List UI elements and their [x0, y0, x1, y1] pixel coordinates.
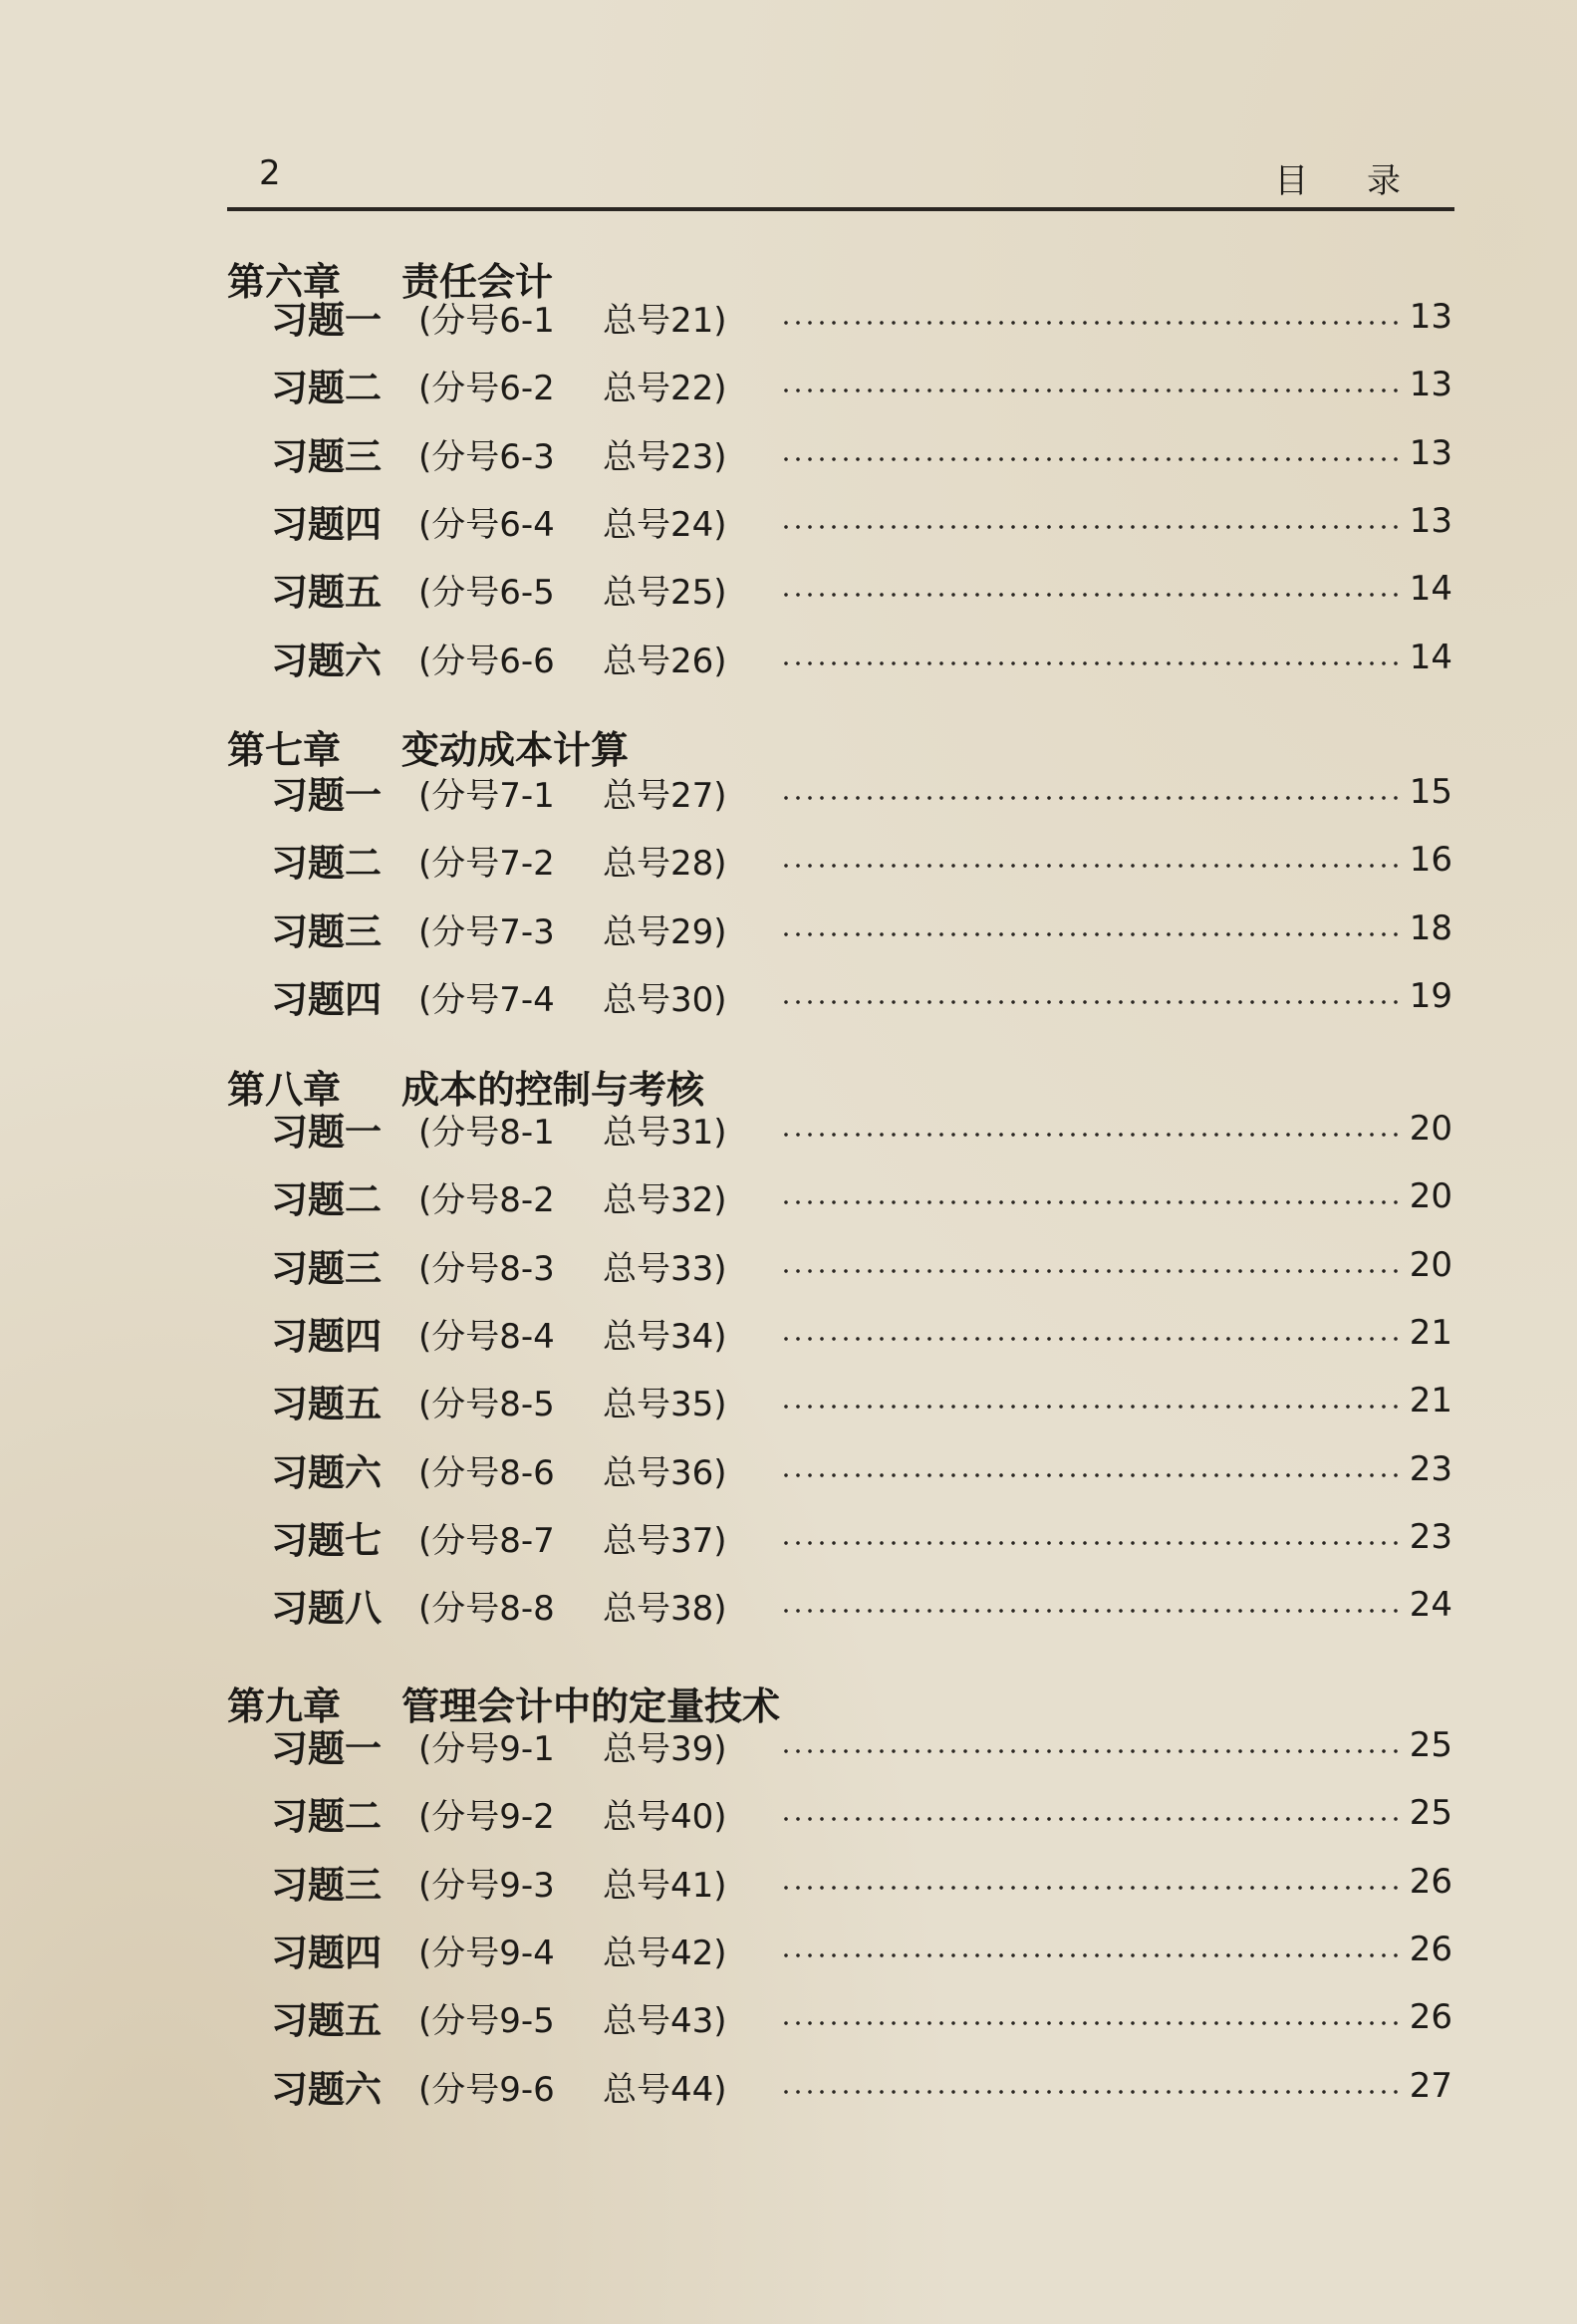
- sub-number: (分号8-5: [418, 1384, 555, 1424]
- total-number: 总号38): [603, 1588, 727, 1629]
- exercise-label: 习题一: [271, 774, 382, 817]
- toc-entry: [271, 360, 1452, 409]
- sub-number: (分号8-3: [418, 1248, 555, 1289]
- exercise-label: 习题五: [271, 1999, 382, 2042]
- sub-number: (分号7-4: [418, 979, 555, 1020]
- dot-leader: [780, 1133, 1401, 1137]
- chapter-number: 第九章: [227, 1684, 342, 1728]
- dot-leader: [780, 2021, 1401, 2025]
- dot-leader: [780, 1817, 1401, 1821]
- page-ref: 25: [1409, 1793, 1452, 1833]
- total-number: 总号28): [603, 843, 727, 884]
- page-ref: 21: [1409, 1313, 1452, 1353]
- sub-number: (分号7-2: [418, 843, 555, 884]
- total-number: 总号21): [603, 300, 727, 341]
- total-number: 总号32): [603, 1179, 727, 1220]
- page-ref: 18: [1409, 908, 1452, 948]
- toc-entry: [271, 1512, 1452, 1562]
- sub-number: (分号6-2: [418, 368, 555, 408]
- total-number: 总号44): [603, 2069, 727, 2110]
- total-number: 总号41): [603, 1865, 727, 1906]
- total-number: 总号25): [603, 572, 727, 613]
- dot-leader: [780, 1953, 1401, 1957]
- chapter-title: 管理会计中的定量技术: [401, 1684, 781, 1728]
- header-title: 目 录: [1274, 161, 1425, 201]
- exercise-label: 习题二: [271, 842, 382, 885]
- dot-leader: [780, 321, 1401, 325]
- sub-number: (分号6-1: [418, 300, 555, 341]
- sub-number: (分号9-3: [418, 1865, 555, 1906]
- page-ref: 24: [1409, 1585, 1452, 1625]
- chapter-title: 责任会计: [401, 260, 554, 304]
- exercise-label: 习题二: [271, 1795, 382, 1838]
- exercise-label: 习题三: [271, 910, 382, 953]
- chapter-number: 第六章: [227, 260, 342, 304]
- dot-leader: [780, 1000, 1401, 1004]
- dot-leader: [780, 661, 1401, 665]
- total-number: 总号31): [603, 1112, 727, 1153]
- total-number: 总号27): [603, 775, 727, 816]
- sub-number: (分号9-2: [418, 1796, 555, 1837]
- toc-entry: [271, 1580, 1452, 1630]
- chapter-number: 第八章: [227, 1068, 342, 1112]
- dot-leader: [780, 593, 1401, 597]
- toc-entry: [271, 1857, 1452, 1907]
- total-number: 总号34): [603, 1316, 727, 1357]
- page-header: [227, 149, 1454, 211]
- total-number: 总号26): [603, 641, 727, 681]
- sub-number: (分号6-4: [418, 504, 555, 545]
- dot-leader: [780, 1337, 1401, 1341]
- toc-entry: [271, 564, 1452, 614]
- sub-number: (分号9-4: [418, 1933, 555, 1973]
- exercise-label: 习题四: [271, 503, 382, 546]
- toc-entry: [271, 2061, 1452, 2111]
- sub-number: (分号6-5: [418, 572, 555, 613]
- exercise-label: 习题六: [271, 2068, 382, 2111]
- dot-leader: [780, 932, 1401, 936]
- sub-number: (分号9-5: [418, 2000, 555, 2041]
- chapter-title: 成本的控制与考核: [401, 1068, 705, 1112]
- toc-entry: [271, 1925, 1452, 1974]
- dot-leader: [780, 388, 1401, 392]
- dot-leader: [780, 1749, 1401, 1753]
- sub-number: (分号6-6: [418, 641, 555, 681]
- page-ref: 13: [1409, 297, 1452, 337]
- dot-leader: [780, 796, 1401, 800]
- toc-entry: [271, 1308, 1452, 1358]
- page-ref: 13: [1409, 365, 1452, 404]
- toc-entry: [271, 1376, 1452, 1425]
- page-ref: 27: [1409, 2066, 1452, 2106]
- total-number: 总号37): [603, 1520, 727, 1561]
- exercise-label: 习题五: [271, 571, 382, 614]
- dot-leader: [780, 1269, 1401, 1273]
- page-ref: 16: [1409, 840, 1452, 880]
- sub-number: (分号8-1: [418, 1112, 555, 1153]
- dot-leader: [780, 525, 1401, 529]
- total-number: 总号23): [603, 436, 727, 477]
- toc-entry: [271, 496, 1452, 546]
- page-ref: 20: [1409, 1109, 1452, 1149]
- toc-entry: [271, 1104, 1452, 1154]
- exercise-label: 习题三: [271, 1864, 382, 1907]
- exercise-label: 习题四: [271, 978, 382, 1021]
- page-ref: 26: [1409, 1930, 1452, 1969]
- exercise-label: 习题一: [271, 299, 382, 342]
- sub-number: (分号7-1: [418, 775, 555, 816]
- page-ref: 26: [1409, 1862, 1452, 1902]
- dot-leader: [780, 1609, 1401, 1613]
- exercise-label: 习题五: [271, 1383, 382, 1425]
- total-number: 总号36): [603, 1452, 727, 1493]
- page-ref: 25: [1409, 1725, 1452, 1765]
- sub-number: (分号8-8: [418, 1588, 555, 1629]
- sub-number: (分号9-1: [418, 1728, 555, 1769]
- toc-entry: [271, 971, 1452, 1021]
- toc-entry: [271, 1992, 1452, 2042]
- dot-leader: [780, 1541, 1401, 1545]
- toc-entry: [271, 1171, 1452, 1221]
- total-number: 总号33): [603, 1248, 727, 1289]
- total-number: 总号22): [603, 368, 727, 408]
- dot-leader: [780, 1473, 1401, 1477]
- total-number: 总号40): [603, 1796, 727, 1837]
- total-number: 总号24): [603, 504, 727, 545]
- total-number: 总号35): [603, 1384, 727, 1424]
- dot-leader: [780, 1405, 1401, 1409]
- toc-entry: [271, 292, 1452, 342]
- total-number: 总号29): [603, 911, 727, 952]
- exercise-label: 习题六: [271, 640, 382, 682]
- page-ref: 21: [1409, 1381, 1452, 1420]
- exercise-label: 习题三: [271, 1247, 382, 1290]
- total-number: 总号43): [603, 2000, 727, 2041]
- sub-number: (分号8-7: [418, 1520, 555, 1561]
- exercise-label: 习题四: [271, 1932, 382, 1974]
- page-ref: 19: [1409, 976, 1452, 1016]
- page-ref: 13: [1409, 501, 1452, 541]
- total-number: 总号39): [603, 1728, 727, 1769]
- page-ref: 23: [1409, 1517, 1452, 1557]
- page-ref: 14: [1409, 569, 1452, 609]
- exercise-label: 习题四: [271, 1315, 382, 1358]
- page-ref: 20: [1409, 1245, 1452, 1285]
- chapter-title: 变动成本计算: [401, 728, 630, 772]
- page-ref: 14: [1409, 638, 1452, 677]
- dot-leader: [780, 864, 1401, 868]
- total-number: 总号30): [603, 979, 727, 1020]
- exercise-label: 习题六: [271, 1451, 382, 1494]
- toc-entry: [271, 428, 1452, 478]
- sub-number: (分号8-6: [418, 1452, 555, 1493]
- exercise-label: 习题一: [271, 1111, 382, 1154]
- page-ref: 26: [1409, 1997, 1452, 2037]
- dot-leader: [780, 1886, 1401, 1890]
- page-ref: 13: [1409, 433, 1452, 473]
- toc-entry: [271, 904, 1452, 953]
- dot-leader: [780, 2090, 1401, 2094]
- dot-leader: [780, 457, 1401, 461]
- toc-entry: [271, 835, 1452, 885]
- exercise-label: 习题二: [271, 367, 382, 409]
- exercise-label: 习题二: [271, 1178, 382, 1221]
- toc-entry: [271, 633, 1452, 682]
- sub-number: (分号7-3: [418, 911, 555, 952]
- sub-number: (分号8-2: [418, 1179, 555, 1220]
- total-number: 总号42): [603, 1933, 727, 1973]
- page-ref: 23: [1409, 1449, 1452, 1489]
- exercise-label: 习题八: [271, 1587, 382, 1630]
- toc-entry: [271, 1720, 1452, 1770]
- dot-leader: [780, 1200, 1401, 1204]
- sub-number: (分号8-4: [418, 1316, 555, 1357]
- toc-entry: [271, 767, 1452, 817]
- page-ref: 20: [1409, 1176, 1452, 1216]
- sub-number: (分号9-6: [418, 2069, 555, 2110]
- sub-number: (分号6-3: [418, 436, 555, 477]
- toc-entry: [271, 1788, 1452, 1838]
- exercise-label: 习题七: [271, 1519, 382, 1562]
- chapter-number: 第七章: [227, 728, 342, 772]
- exercise-label: 习题一: [271, 1727, 382, 1770]
- exercise-label: 习题三: [271, 435, 382, 478]
- toc-entry: [271, 1444, 1452, 1494]
- toc-entry: [271, 1240, 1452, 1290]
- page-ref: 15: [1409, 772, 1452, 812]
- page-number: 2: [259, 153, 281, 193]
